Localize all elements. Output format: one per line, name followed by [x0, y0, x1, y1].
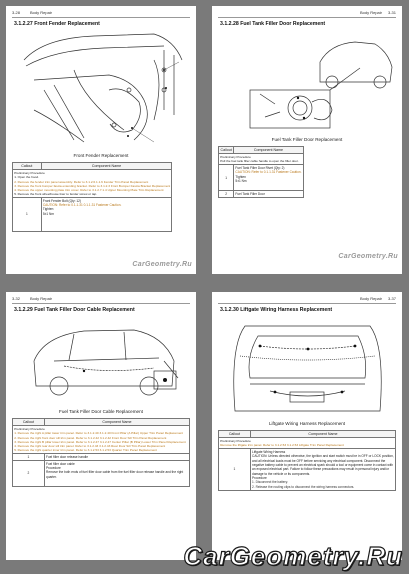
component-name: Fuel Tank Filler Door — [234, 191, 303, 198]
step-4[interactable]: 4. Remove the upper mounting plate trim cover. Refer to 3.1.2.7.1.4 Upper Mounting Plate Trim Replacement — [14, 187, 164, 192]
preliminary-label: Preliminary Procedure — [220, 155, 251, 160]
section-title: 3.1.2.28 Fuel Tank Filler Door Replacement — [220, 21, 326, 27]
component-table — [12, 162, 172, 232]
preliminary-label: Preliminary Procedure — [14, 427, 45, 432]
col-header-component: Component Name — [250, 431, 395, 438]
step-1: 1. Open the hood. — [14, 175, 39, 180]
pre-step: Pull the fuel tank filler cable handle to open the filler door. — [220, 159, 299, 164]
col-header-component: Component Name — [44, 419, 189, 426]
col-header-component: Component Name — [234, 147, 303, 154]
section-title: 3.1.2.27 Front Fender Replacement — [14, 21, 100, 27]
page-number: 3-32 — [12, 296, 21, 301]
component-table — [218, 146, 304, 198]
section-title: 3.1.2.30 Liftgate Wiring Harness Replacement — [220, 307, 333, 313]
page-liftgate-harness — [212, 292, 402, 560]
page-front-fender — [6, 6, 196, 274]
component-table — [218, 430, 396, 491]
component-name: Fuel filler door release handle — [44, 454, 189, 461]
col-header-callout: Callout — [219, 147, 234, 154]
page-number: 3-28 — [12, 10, 21, 15]
section-heading: Body Repair — [30, 10, 53, 15]
fuel-door-illustration — [220, 32, 394, 132]
component-name: Liftgate Wiring Harness — [252, 450, 286, 455]
page-header — [12, 296, 190, 304]
figure-caption: Front Fender Replacement — [73, 153, 129, 158]
step-3[interactable]: 3. Remove the front bumper fascia extending bracket. Refer to 3.1.2.3 Front Bumper Fascia Bracket Replacement — [14, 183, 171, 188]
torque-spec: 5±1 Nm — [235, 179, 247, 184]
callout-number: 2 — [219, 191, 234, 198]
page-number: 3-31 — [387, 10, 396, 15]
caution-link[interactable]: CAUTION: Refer to 0.1.1.31 Fastener Caution. — [235, 170, 302, 175]
figure-caption: Fuel Tank Filler Door Cable Replacement — [59, 409, 143, 414]
liftgate-illustration — [220, 316, 394, 416]
front-fender-illustration — [14, 30, 188, 150]
site-watermark: CarGeometry.Ru — [183, 541, 403, 571]
page-header — [218, 10, 396, 18]
tighten-label: Tighten — [42, 207, 54, 212]
torque-spec: 5±1 Nm — [42, 211, 54, 216]
callout-number: 2 — [13, 460, 45, 486]
figure-caption: Liftgate Wiring Harness Replacement — [268, 421, 346, 426]
callout-number: 1 — [13, 198, 42, 232]
step-5: 5. Remove the front wheelhouse liner to fender screw or tap. — [14, 192, 98, 197]
callout-number: 1 — [219, 165, 234, 191]
preliminary-label: Preliminary Procedure — [14, 171, 45, 176]
step-5[interactable]: 5. Remove the right quarter inner trim panel. Refer to 3.1.2.53 3.1.2.53 Quarter Trim Panel Replacement — [14, 448, 157, 453]
section-title: 3.1.2.29 Fuel Tank Filler Door Cable Replacement — [14, 307, 135, 313]
page-fuel-filler-door — [212, 6, 402, 274]
procedure-label: Procedure — [252, 476, 267, 481]
section-heading: Body Repair — [359, 296, 382, 301]
page-header — [218, 296, 396, 304]
procedure-step-2: 2. Release the routing clips to disconnect the wiring harness connectors. — [252, 484, 355, 489]
step-1[interactable]: 1. Remove the right A pillar lower trim panel. Refer to 3.1.2.40 3.1.2.40 Front Pillar (A Pillar) Upper Trim Panel Replacement — [14, 431, 184, 436]
step-4[interactable]: 4. Remove the right rear door sill trim panel. Refer to 3.1.2.43 3.1.2.43 Rear Door Sill Trim Panel Replacement — [14, 443, 166, 448]
procedure-label: Procedure — [46, 466, 61, 471]
col-header-component: Component Name — [41, 163, 172, 170]
caution-link[interactable]: CAUTION: Refer to 0.1.1.31 0.1.1.31 Fastener Caution. — [42, 203, 122, 208]
component-name: Fuel filler door cable — [46, 461, 75, 466]
procedure-step-1: 1. Disconnect the battery. — [252, 480, 288, 485]
page-header — [12, 10, 190, 18]
figure-caption: Fuel Tank Filler Door Replacement — [271, 137, 343, 142]
col-header-callout: Callout — [13, 163, 42, 170]
step-2[interactable]: 2. Remove the fender trim panel assembly. Refer to 3.1.2.6.1.1.6 Fender Trim Panel Replacement — [14, 179, 149, 184]
section-heading: Body Repair — [30, 296, 53, 301]
tighten-label: Tighten — [235, 174, 246, 179]
watermark: CarGeometry.Ru — [132, 261, 192, 268]
page-fuel-door-cable — [6, 292, 196, 560]
page-number: 3-37 — [387, 296, 396, 301]
callout-number: 1 — [219, 449, 251, 490]
preliminary-label: Preliminary Procedure — [220, 439, 251, 444]
component-table — [12, 418, 190, 487]
component-name: Fuel Tank Filler Door Rivet (Qty: 2) — [235, 166, 285, 171]
col-header-callout: Callout — [13, 419, 45, 426]
col-header-callout: Callout — [219, 431, 251, 438]
step-3[interactable]: 3. Remove the right B pillar lower trim panel. Refer to 3.1.2.47 3.1.2.47 Center Pillar (B Pillar) Lower Trim Panel Replacement — [14, 439, 186, 444]
watermark: CarGeometry.Ru — [338, 253, 398, 260]
pre-step[interactable]: Remove the liftgate trim panel. Refer to 3.1.2.53 3.1.2.53 Liftgate Trim Panel Replacement — [220, 443, 344, 448]
component-name: Front Fender Bolt (Qty: 12) — [42, 198, 81, 203]
section-heading: Body Repair — [359, 10, 382, 15]
callout-number: 1 — [13, 454, 45, 461]
procedure-text: Remove the both ends of fuel filler door cable from the fuel filler door release handle and the right quarter. — [46, 470, 184, 479]
step-2[interactable]: 2. Remove the right front door sill trim panel. Refer to 3.1.2.42 3.1.2.42 Front Door Sill Trim Panel Replacement — [14, 435, 167, 440]
caution-text: CAUTION: Unless directed otherwise, the ignition and start switch must be in OFF or LOCK position, and all electrical loads must be OFF before servicing any electrical component. Disconnect the negative battery cable to prevent an electrical spark should a tool or equipment come in contact with an exposed electrical part. Failure to follow these precautions may result in personal injury and/or damage to the vehicle or its components. — [252, 454, 394, 476]
fuel-cable-illustration — [14, 316, 188, 406]
